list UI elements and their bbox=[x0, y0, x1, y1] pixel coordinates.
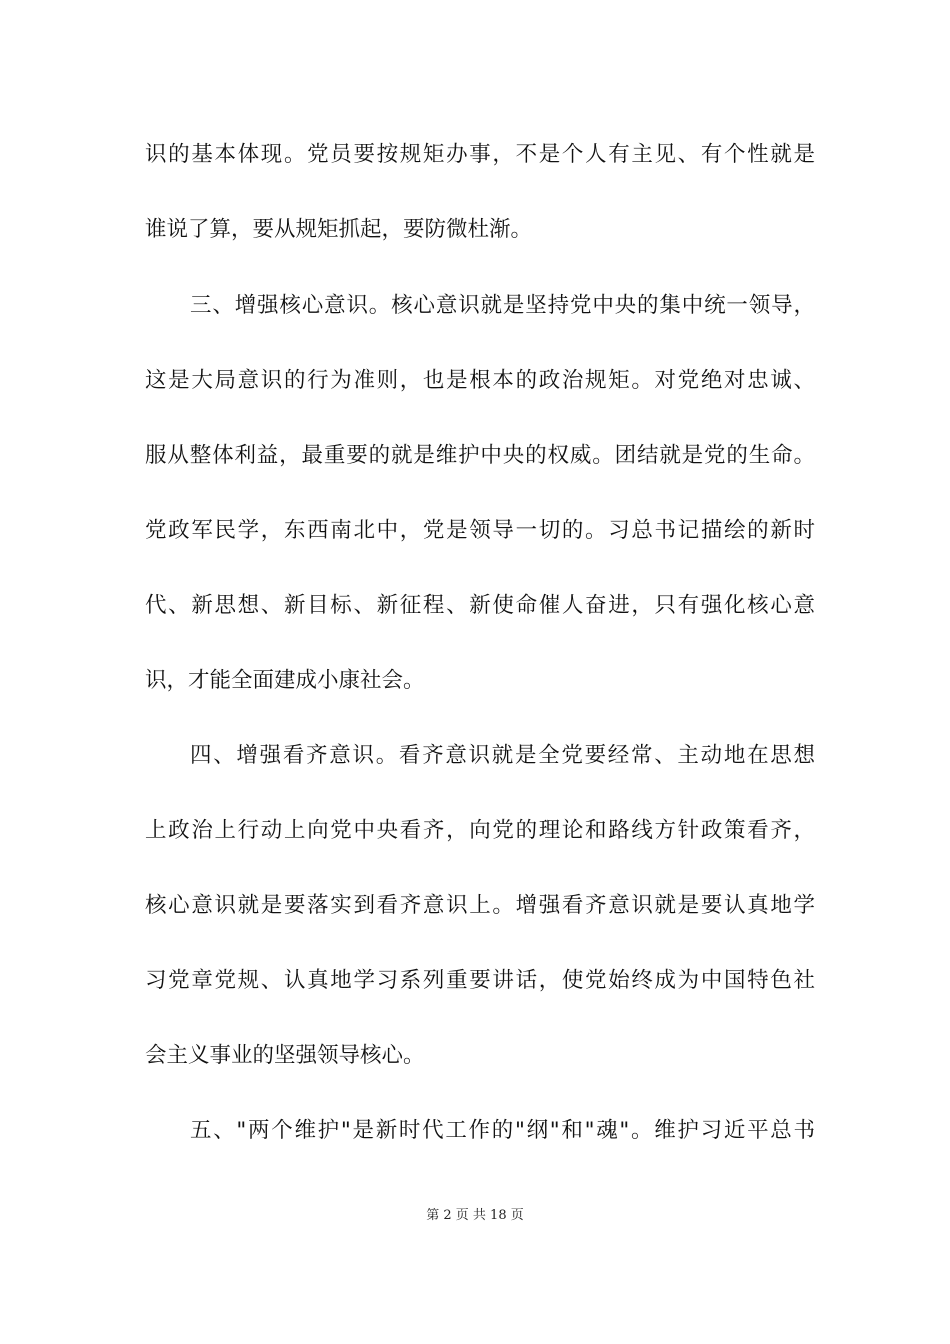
paragraph-line: 会主义事业的坚强领导核心。 bbox=[145, 1043, 425, 1068]
paragraph-line: 这是大局意识的行为准则，也是根本的政治规矩。对党绝对忠诚、 bbox=[145, 368, 815, 393]
paragraph-line: 核心意识就是要落实到看齐意识上。增强看齐意识就是要认真地学 bbox=[145, 893, 815, 918]
page-number-footer: 第 2 页 共 18 页 bbox=[426, 1208, 524, 1223]
paragraph-line: 五、"两个维护"是新时代工作的"纲"和"魂"。维护习近平总书 bbox=[190, 1118, 815, 1143]
paragraph-line: 代、新思想、新目标、新征程、新使命催人奋进，只有强化核心意 bbox=[145, 593, 815, 618]
paragraph-line: 习党章党规、认真地学习系列重要讲话，使党始终成为中国特色社 bbox=[145, 968, 815, 993]
paragraph-line: 谁说了算，要从规矩抓起，要防微杜渐。 bbox=[145, 217, 533, 242]
paragraph-line: 识的基本体现。党员要按规矩办事，不是个人有主见、有个性就是 bbox=[145, 142, 815, 167]
paragraph-line: 三、增强核心意识。核心意识就是坚持党中央的集中统一领导， bbox=[190, 293, 815, 318]
paragraph-line: 党政军民学，东西南北中，党是领导一切的。习总书记描绘的新时 bbox=[145, 518, 815, 543]
paragraph-line: 服从整体利益，最重要的就是维护中央的权威。团结就是党的生命。 bbox=[145, 443, 815, 468]
paragraph-line: 上政治上行动上向党中央看齐，向党的理论和路线方针政策看齐， bbox=[145, 818, 815, 843]
paragraph-line: 识，才能全面建成小康社会。 bbox=[145, 668, 425, 693]
paragraph-line: 四、增强看齐意识。看齐意识就是全党要经常、主动地在思想 bbox=[190, 743, 815, 768]
